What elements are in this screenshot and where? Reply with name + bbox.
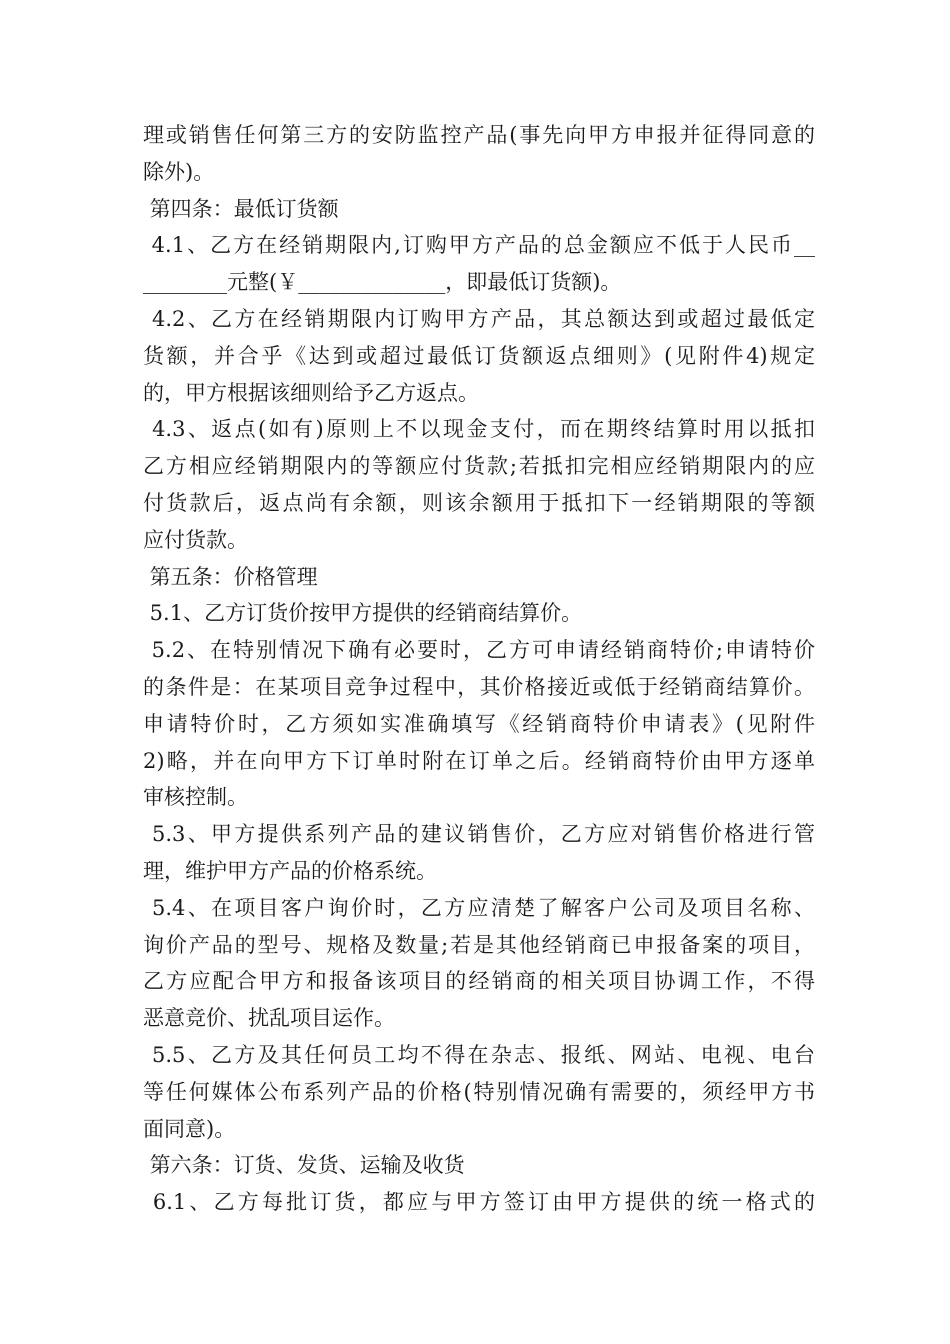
text-line: 的条件是：在某项目竞争过程中，其价格接近或低于经销商结算价。 xyxy=(143,674,815,699)
text-line: 乙方应配合甲方和报备该项目的经销商的相关项目协调工作，不得 xyxy=(143,969,815,994)
text-line: 理，维护甲方产品的价格系统。 xyxy=(143,858,437,883)
text-line: 恶意竞价、扰乱项目运作。 xyxy=(143,1006,395,1031)
document-body xyxy=(143,117,815,1221)
text-line: ________元整(￥______________，即最低订货额)。 xyxy=(143,270,622,295)
text-line: 5.2、在特别情况下确有必要时，乙方可申请经销商特价;申请特价 xyxy=(143,638,815,663)
text-line: 除外)。 xyxy=(143,159,215,184)
text-line: 申请特价时，乙方须如实准确填写《经销商特价申请表》(见附件 xyxy=(143,711,815,736)
text-line: 乙方相应经销期限内的等额应付货款;若抵扣完相应经销期限内的应 xyxy=(143,454,815,479)
text-line: 5.1、乙方订货价按甲方提供的经销商结算价。 xyxy=(143,601,583,626)
text-line: 6.1、乙方每批订货，都应与甲方签订由甲方提供的统一格式的 xyxy=(143,1190,815,1215)
text-line: 付货款后，返点尚有余额，则该余额用于抵扣下一经销期限的等额 xyxy=(143,490,815,515)
text-line: 等任何媒体公布系列产品的价格(特别情况确有需要的，须经甲方书 xyxy=(143,1079,815,1104)
section-heading-6: 第六条：订货、发货、运输及收货 xyxy=(143,1153,465,1178)
text-line: 4.2、乙方在经销期限内订购甲方产品，其总额达到或超过最低定 xyxy=(143,306,815,331)
text-line: 的，甲方根据该细则给予乙方返点。 xyxy=(143,380,479,405)
text-line: 5.3、甲方提供系列产品的建议销售价，乙方应对销售价格进行管 xyxy=(143,822,815,847)
text-line: 4.1、乙方在经销期限内,订购甲方产品的总金额应不低于人民币__ xyxy=(143,233,815,258)
text-line: 审核控制。 xyxy=(143,785,248,810)
text-line: 5.5、乙方及其任何员工均不得在杂志、报纸、网站、电视、电台 xyxy=(143,1042,815,1067)
text-line: 应付货款。 xyxy=(143,527,248,552)
text-line: 5.4、在项目客户询价时，乙方应清楚了解客户公司及项目名称、 xyxy=(143,895,815,920)
text-line: 询价产品的型号、规格及数量;若是其他经销商已申报备案的项目， xyxy=(143,932,815,957)
text-line: 4.3、返点(如有)原则上不以现金支付，而在期终结算时用以抵扣 xyxy=(143,417,815,442)
section-heading-5: 第五条：价格管理 xyxy=(143,564,318,589)
text-line: 货额，并合乎《达到或超过最低订货额返点细则》(见附件4)规定 xyxy=(143,343,815,368)
text-line: 面同意)。 xyxy=(143,1116,236,1141)
text-line: 2)略，并在向甲方下订单时附在订单之后。经销商特价由甲方逐单 xyxy=(143,748,815,773)
section-heading-4: 第四条：最低订货额 xyxy=(143,196,339,221)
text-line: 理或销售任何第三方的安防监控产品(事先向甲方申报并征得同意的 xyxy=(143,123,815,147)
